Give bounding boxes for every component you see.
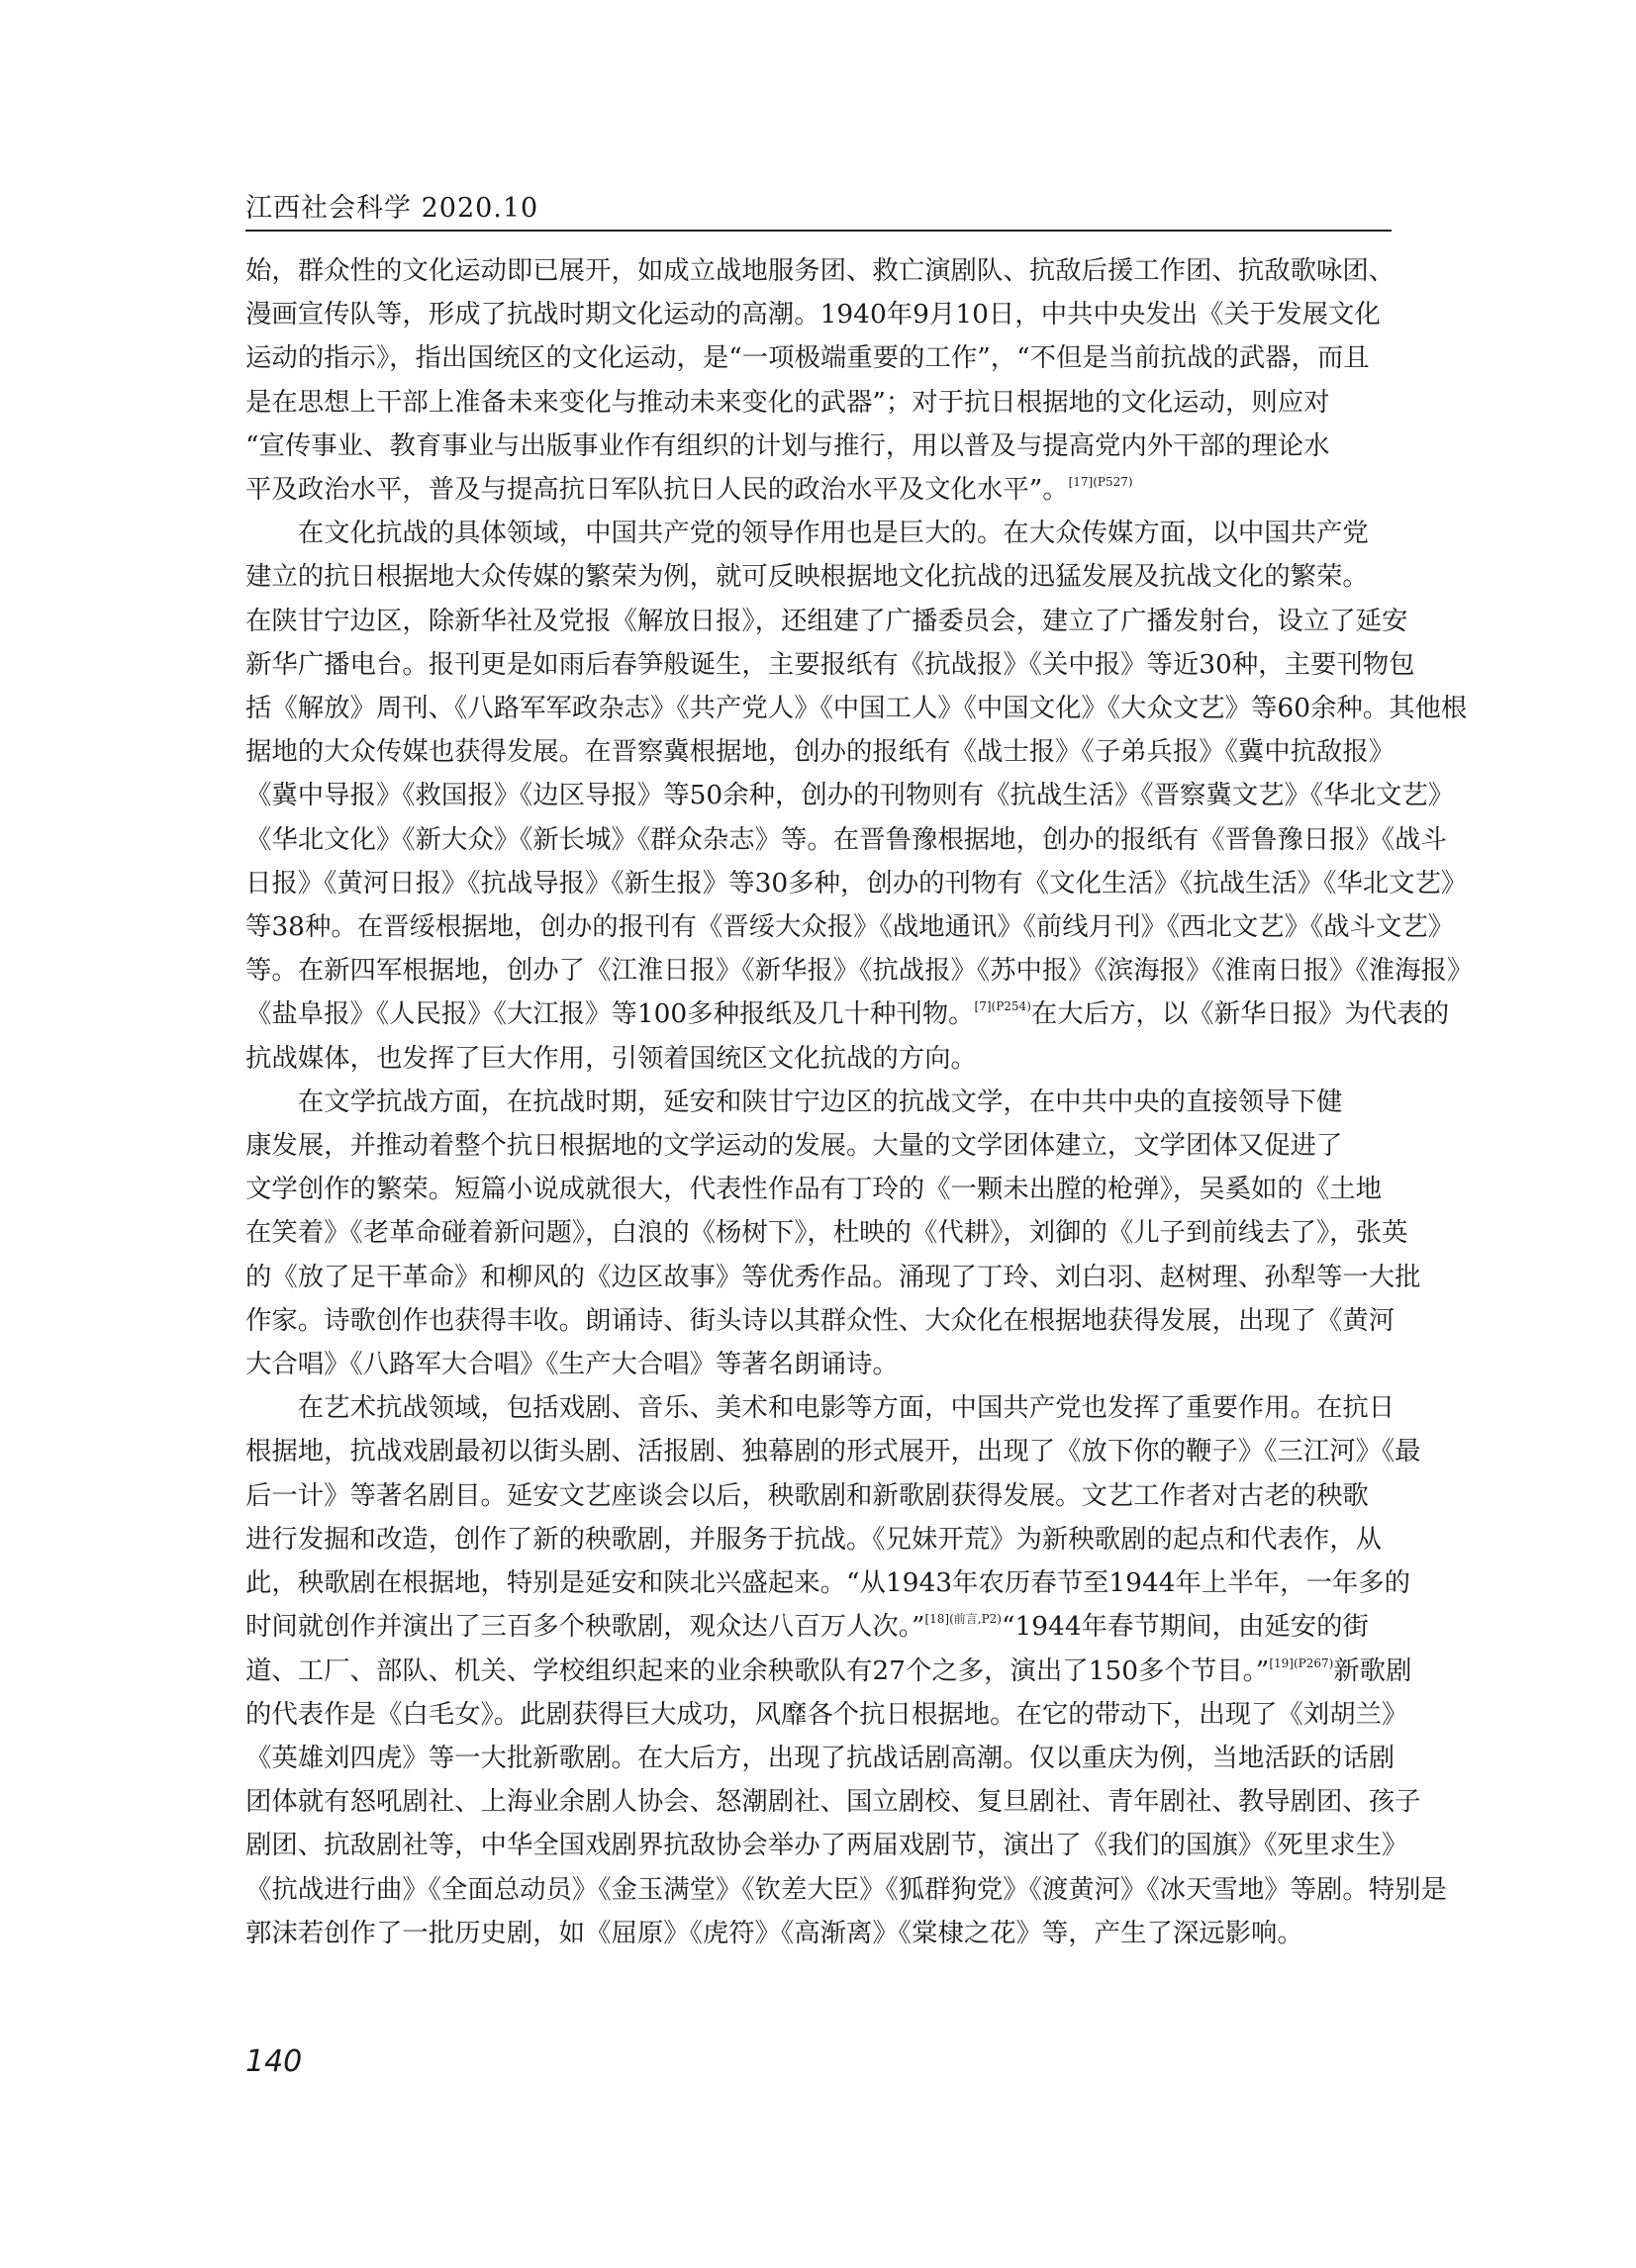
text-line <box>245 949 1474 992</box>
text-line <box>245 600 1408 643</box>
text-line <box>245 1605 1392 1649</box>
paragraph <box>245 512 1474 1081</box>
text-line <box>245 1037 1392 1081</box>
line-text: 新华广播电台。报刊更是如雨后春笋般诞生，主要报纸有《抗战报》《关中报》等近30种，主要刊物包 <box>245 648 1415 680</box>
text-line <box>245 774 1455 817</box>
line-text: 大合唱》《八路军大合唱》《生产大合唱》等著名朗诵诗。 <box>245 1349 899 1380</box>
text-line <box>245 643 1415 687</box>
text-line <box>245 1868 1447 1912</box>
line-text: 在艺术抗战领域，包括戏剧、音乐、美术和电影等方面，中国共产党也发挥了重要作用。在抗日 <box>297 1392 1395 1424</box>
line-text-continued: 新歌剧 <box>1333 1654 1412 1686</box>
line-text: 的《放了足干革命》和柳风的《边区故事》等优秀作品。涌现了丁玲、刘白羽、赵树理、孙犁等一大批 <box>245 1261 1421 1292</box>
header-divider <box>245 230 1392 232</box>
line-text-continued: “1944年春节期间，由延安的街 <box>1001 1611 1369 1643</box>
line-text: 抗战媒体，也发挥了巨大作用，引领着国统区文化抗战的方向。 <box>245 1042 977 1074</box>
text-line <box>245 1081 1392 1124</box>
line-text: 《华北文化》《新大众》《新长城》《群众杂志》等。在晋鲁豫根据地，创办的报纸有《晋鲁豫日报》《战斗 <box>245 823 1447 855</box>
line-text: 进行发掘和改造，创作了新的秧歌剧，并服务于抗战。《兄妹开荒》为新秧歌剧的起点和代表作，从 <box>245 1523 1382 1555</box>
line-text: 在陕甘宁边区，除新华社及党报《解放日报》，还组建了广播委员会，建立了广播发射台，设立了延安 <box>245 605 1408 636</box>
line-text-continued: 在大后方，以《新华日报》为代表的 <box>1030 998 1450 1030</box>
text-line <box>245 1299 1395 1343</box>
text-line <box>245 1211 1408 1255</box>
text-line <box>245 468 1392 512</box>
line-text: 后一计》等著名剧目。延安文艺座谈会以后，秧歌剧和新歌剧获得发展。文艺工作者对古老的秧歌 <box>245 1479 1369 1511</box>
line-text: 根据地，抗战戏剧最初以街头剧、活报剧、独幕剧的形式展开，出现了《放下你的鞭子》《三江河》《最 <box>245 1436 1421 1467</box>
line-text: 平及政治水平，普及与提高抗日军队抗日人民的政治水平及文化水平”。 <box>245 474 1069 506</box>
line-text: 《冀中导报》《救国报》《边区导报》等50余种，创办的刊物则有《抗战生活》《晋察冀文艺》《华北文艺》 <box>245 780 1455 811</box>
line-text: 在笑着》《老革命碰着新问题》，白浪的《杨树下》，杜映的《代耕》，刘御的《儿子到前线去了》，张英 <box>245 1217 1408 1249</box>
line-text: 康发展，并推动着整个抗日根据地的文学运动的发展。大量的文学团体建立，文学团体又促进了 <box>245 1130 1343 1162</box>
line-text: “宣传事业、教育事业与出版事业作有组织的计划与推行，用以普及与提高党内外干部的理论水 <box>245 429 1330 461</box>
text-line <box>245 1650 1412 1693</box>
paragraph <box>245 249 1395 512</box>
paragraph <box>245 1081 1421 1386</box>
line-text: 日报》《黄河日报》《抗战导报》《新生报》等30多种，创办的刊物有《文化生活》《抗战生活》《华北文艺》 <box>245 867 1468 898</box>
article-body <box>245 249 1474 1955</box>
text-line <box>245 1386 1395 1430</box>
text-line <box>245 555 1392 599</box>
text-line <box>245 905 1455 949</box>
text-line <box>245 1693 1408 1737</box>
page-number: 140 <box>245 2044 303 2079</box>
citation-ref: [17](P527) <box>1068 475 1133 490</box>
text-line <box>245 249 1395 293</box>
text-line <box>245 1912 1392 1955</box>
line-text: 在文化抗战的具体领域，中国共产党的领导作用也是巨大的。在大众传媒方面，以中国共产党 <box>297 518 1369 549</box>
line-text: 运动的指示》，指出国统区的文化运动，是“一项极端重要的工作”，“不但是当前抗战的武器，而且 <box>245 342 1370 374</box>
citation-ref: [18](前言,P2) <box>924 1612 1002 1627</box>
journal-header: 江西社会科学 2020.10 <box>245 193 539 224</box>
text-line <box>245 992 1450 1036</box>
text-line <box>245 425 1392 468</box>
text-line <box>245 687 1468 730</box>
line-text: 等38种。在晋绥根据地，创办的报刊有《晋绥大众报》《战地通讯》《前线月刊》《西北文艺》《战斗文艺》 <box>245 911 1455 943</box>
text-line <box>245 1737 1395 1780</box>
text-line <box>245 336 1392 380</box>
line-text: 时间就创作并演出了三百多个秧歌剧，观众达八百万人次。” <box>245 1611 925 1643</box>
text-line <box>245 1474 1392 1518</box>
line-text: 郭沫若创作了一批历史剧，如《屈原》《虎符》《高渐离》《棠棣之花》等，产生了深远影响。 <box>245 1917 1303 1948</box>
line-text: 团体就有怒吼剧社、上海业余剧人协会、怒潮剧社、国立剧校、复旦剧社、青年剧社、教导剧团、孩子 <box>245 1786 1421 1818</box>
paragraph <box>245 1386 1447 1955</box>
text-line <box>245 1430 1421 1473</box>
text-line <box>245 1168 1392 1211</box>
citation-ref: [19](P267) <box>1269 1655 1334 1670</box>
text-line <box>245 1518 1392 1561</box>
line-text: 漫画宣传队等，形成了抗战时期文化运动的高潮。1940年9月10日，中共中央发出《关于发展文化 <box>245 299 1381 331</box>
line-text: 剧团、抗敌剧社等，中华全国戏剧界抗敌协会举办了两届戏剧节，演出了《我们的国旗》《死里求生》 <box>245 1830 1408 1861</box>
line-text: 道、工厂、部队、机关、学校组织起来的业余秧歌队有27个之多，演出了150多个节目。” <box>245 1654 1270 1686</box>
text-line <box>245 818 1447 862</box>
line-text: 建立的抗日根据地大众传媒的繁荣为例，就可反映根据地文化抗战的迅猛发展及抗战文化的繁荣。 <box>245 561 1369 593</box>
text-line <box>245 1561 1411 1605</box>
text-line <box>245 381 1392 425</box>
line-text: 此，秧歌剧在根据地，特别是延安和陕北兴盛起来。“从1943年农历春节至1944年上半年，一年多的 <box>245 1567 1411 1599</box>
line-text: 作家。诗歌创作也获得丰收。朗诵诗、街头诗以其群众性、大众化在根据地获得发展，出现了《黄河 <box>245 1304 1395 1336</box>
line-text: 《盐阜报》《人民报》《大江报》等100多种报纸及几十种刊物。 <box>245 998 975 1030</box>
line-text: 文学创作的繁荣。短篇小说成就很大，代表性作品有丁玲的《一颗未出膛的枪弹》，吴奚如的《土地 <box>245 1174 1382 1205</box>
text-line <box>245 1256 1421 1299</box>
text-line <box>245 512 1392 555</box>
line-text: 括《解放》周刊、《八路军军政杂志》《共产党人》《中国工人》《中国文化》《大众文艺》等60余种。其他根 <box>245 693 1468 724</box>
line-text: 始，群众性的文化运动即已展开，如成立战地服务团、救亡演剧队、抗敌后援工作团、抗敌歌咏团、 <box>245 255 1395 286</box>
text-line <box>245 1124 1392 1168</box>
citation-ref: [7](P254) <box>974 999 1031 1014</box>
text-line <box>245 730 1395 774</box>
line-text: 的代表作是《白毛女》。此剧获得巨大成功，风靡各个抗日根据地。在它的带动下，出现了《刘胡兰》 <box>245 1698 1408 1730</box>
text-line <box>245 293 1392 336</box>
line-text: 等。在新四军根据地，创办了《江淮日报》《新华报》《抗战报》《苏中报》《滨海报》《淮南日报》《淮海报》 <box>245 955 1474 987</box>
text-line <box>245 1824 1408 1867</box>
line-text: 是在思想上干部上准备未来变化与推动未来变化的武器”；对于抗日根据地的文化运动，则应对 <box>245 386 1330 418</box>
line-text: 《英雄刘四虎》等一大批新歌剧。在大后方，出现了抗战话剧高潮。仅以重庆为例，当地活跃的话剧 <box>245 1742 1395 1773</box>
text-line <box>245 1343 1392 1386</box>
line-text: 据地的大众传媒也获得发展。在晋察冀根据地，创办的报纸有《战士报》《子弟兵报》《冀中抗敌报》 <box>245 736 1395 768</box>
text-line <box>245 862 1468 905</box>
line-text: 在文学抗战方面，在抗战时期，延安和陕甘宁边区的抗战文学，在中共中央的直接领导下健 <box>297 1086 1343 1117</box>
text-line <box>245 1780 1421 1824</box>
line-text: 《抗战进行曲》《全面总动员》《金玉满堂》《钦差大臣》《狐群狗党》《渡黄河》《冰天雪地》等剧。特别是 <box>245 1873 1447 1905</box>
